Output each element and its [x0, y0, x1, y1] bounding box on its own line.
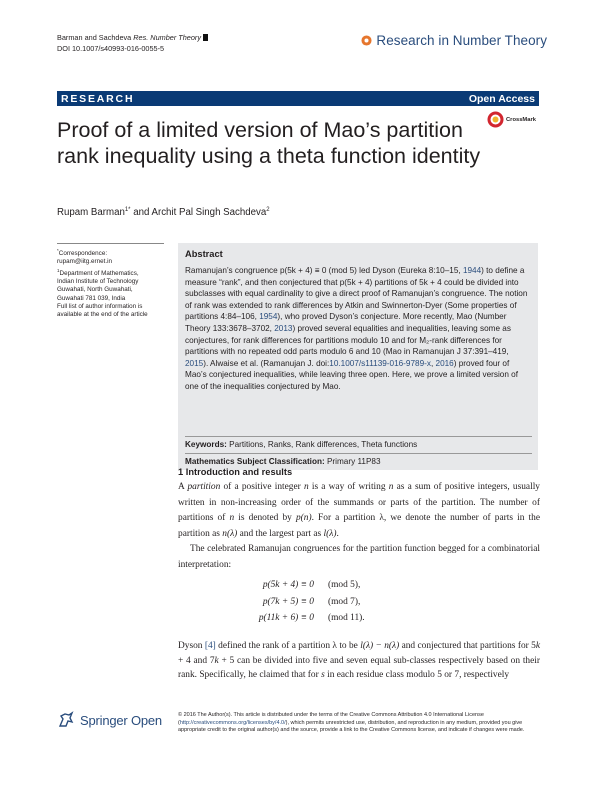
affil-line: Department of Mathematics,: [59, 269, 139, 277]
springer-open-logo: [57, 711, 162, 729]
correspondence-note: [57, 247, 167, 320]
article-type-banner: [57, 91, 539, 106]
ref-link[interactable]: 2015: [185, 358, 204, 368]
doi-link[interactable]: 10.1007/s11139-016-9789-x: [329, 358, 431, 368]
crossmark-label: CrossMark: [506, 116, 536, 123]
sidebar-rule: [57, 243, 164, 244]
journal-name: Research in Number Theory: [376, 33, 547, 48]
ref-link[interactable]: 2016: [435, 358, 454, 368]
abstract-heading: Abstract: [185, 249, 223, 259]
open-text: Open: [127, 712, 162, 728]
running-header: [57, 32, 208, 54]
open-access-label: Open Access: [468, 92, 535, 105]
crossmark-icon: [487, 111, 504, 128]
header-journal: Res. Number Theory: [133, 33, 201, 42]
author-2[interactable]: and Archit Pal Singh Sachdeva: [130, 207, 267, 219]
star-marker: *: [57, 248, 59, 253]
equation-row: p(7k + 5) ≡ 0 (mod 7),: [262, 596, 361, 607]
keywords-text: Partitions, Ranks, Rank differences, Theta functions: [229, 440, 418, 449]
msc-classification: [185, 457, 381, 466]
article-type-label: RESEARCH: [61, 92, 135, 105]
dyson-paragraph: Dyson [4] defined the rank of a partition λ to be l(λ) − n(λ) and conjectured that partitions for 5k + 4 and 7k + 5 can be divided into five and seven equal sub-classes respectively based on their rank. Specifically, he claimed that for s in each residue class modulo 5 or 7, respectively: [178, 641, 540, 681]
crossmark-badge[interactable]: [487, 111, 536, 128]
springer-horse-icon: [57, 711, 75, 729]
journal-brand: [361, 33, 547, 48]
congruence-equations: [224, 577, 365, 627]
ref-link[interactable]: 2013: [274, 323, 293, 333]
intro-body: [178, 480, 540, 573]
affil-line: Guwahati, North Guwahati,: [57, 286, 133, 294]
affil-line: Guwahati 781 039, India: [57, 294, 126, 302]
msc-text: Primary 11P83: [326, 457, 381, 466]
license-link[interactable]: http://creativecommons.org/licenses/by/4.0/: [179, 719, 286, 726]
ref-link[interactable]: 1944: [462, 266, 482, 275]
abstract-divider: [185, 453, 532, 454]
intro-paragraph-1: A partition of a positive integer n is a way of writing n as a sum of positive integers, usually written in non-increasing order of the summands or parts of the partition. The number of partitions of n is denoted by p(n). For a partition λ, we denote the number of parts in the partition as n(λ) and the largest part as l(λ).: [178, 482, 540, 539]
citation-link[interactable]: [4]: [204, 641, 216, 651]
section-heading: 1 Introduction and results: [178, 467, 293, 477]
abstract-text: Ramanujan’s congruence p(5k + 4) ≡ 0 (mod 5) led Dyson (Eureka 8:10–15, 1944) to define a measure “rank”, and then conjectured that p(5k + 4) partitions of 5k + 4 could be divided into subclasses with equal cardinality to give a direct proof of Ramanujan’s congruence. The notion of rank was extended to rank differences by Atkin and Swinnerton-Dyer (Some properties of partitions 4:84–106, 1954), who proved Dyson’s conjecture. More recently, Mao (Number Theory 133:3678–3702, 2013) proved several equalities and inequalities, leaving some as conjectures, for rank differences for partitions modulo 10 and for M₂-rank differences for partitions with no repeated odd parts modulo 6 and 10 (Mao in Ramanujan J 37:391–419, 2015). Alwaise et al. (Ramanujan J. doi:10.1007/s11139-016-9789-x, 2016) proved four of Mao’s conjectured inequalities, while leaving three open. Here, we prove a limited version of one of the inequalities conjectured by Mao.: [185, 266, 528, 391]
author-2-affil: 2: [266, 207, 270, 213]
affil-line: Indian Institute of Technology: [57, 278, 139, 286]
springer-text: Springer: [80, 712, 128, 728]
intro-paragraph-2: The celebrated Ramanujan congruences for the partition function begged for a combinatorial interpretation:: [178, 544, 540, 570]
abstract-divider: [185, 436, 532, 437]
equation-row: p(5k + 4) ≡ 0 (mod 5),: [262, 580, 361, 590]
msc-label: Mathematics Subject Classification:: [185, 457, 325, 466]
article-title: Proof of a limited version of Mao’s partition rank inequality using a theta function identity: [57, 118, 481, 168]
correspondence-label: Correspondence:: [58, 250, 108, 258]
author-list: [57, 207, 270, 218]
author-1-affil: 1*: [124, 207, 131, 213]
header-authors: Barman and Sachdeva: [57, 33, 132, 42]
correspondence-email[interactable]: rupam@iitg.ernet.in: [57, 258, 113, 266]
keywords: [185, 440, 417, 449]
license-text: © 2016 The Author(s). This article is distributed under the terms of the Creative Commons Attribution 4.0 International License (http://creativecommons.org/licenses/by/4.0/), which permits unrestricted use, distribution, and reproduction in any medium, provided you give appropriate credit to the original author(s) and the source, provide a link to the Creative Commons license, and indicate if changes were made.: [178, 712, 525, 734]
header-doi[interactable]: DOI 10.1007/s40993-016-0055-5: [57, 44, 165, 53]
ref-link[interactable]: 1954: [259, 312, 278, 322]
affil-marker: 1: [57, 267, 60, 273]
equation-row: p(11k + 6) ≡ 0 (mod 11).: [258, 613, 365, 623]
author-info-note: Full list of author information is: [57, 302, 143, 310]
author-info-note: available at the end of the article: [57, 311, 148, 319]
journal-logo-icon: [361, 35, 372, 46]
keywords-label: Keywords:: [185, 440, 227, 449]
author-1[interactable]: Rupam Barman: [57, 207, 125, 219]
